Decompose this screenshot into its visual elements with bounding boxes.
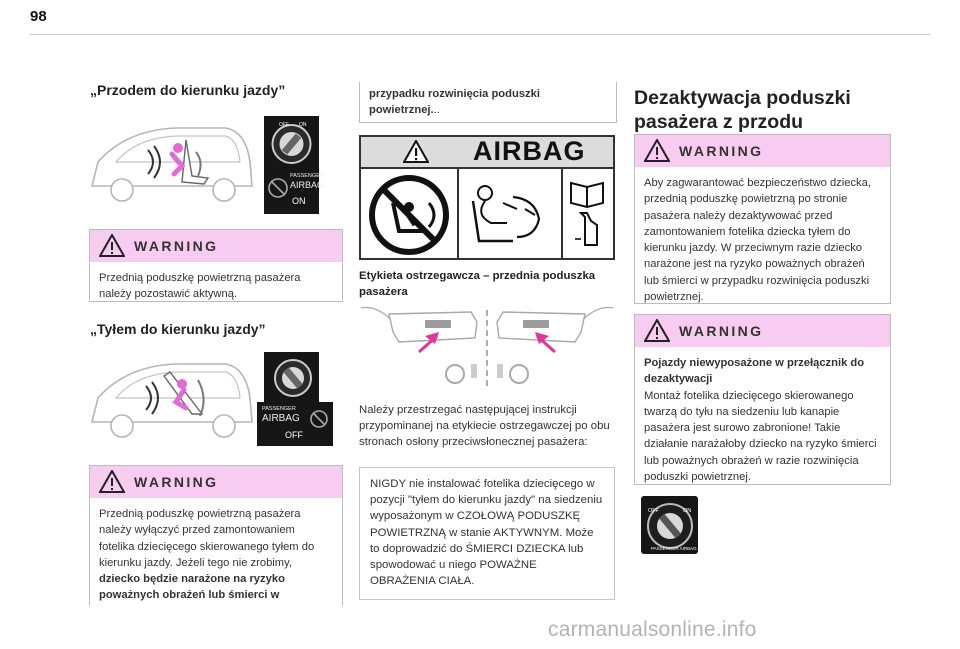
section-title-line1: Dezaktywacja poduszki [634, 87, 851, 109]
no-child-seat-icon [267, 177, 289, 199]
no-child-seat-icon [309, 409, 329, 429]
warning-text: Przednią poduszkę powietrzną pasażera należy wyłączyć przed zamontowaniem fotelika dziecięcego skierowanego tyłem do kierunku jazdy. Jeżeli tego nie zrobimy, [99, 508, 315, 569]
warning-body [90, 498, 342, 613]
continued-warning-text: przypadku rozwinięcia poduszki powietrznej. [369, 88, 540, 117]
airbag-warning-label-image [359, 135, 615, 260]
label-divider [561, 167, 563, 258]
switch-off-label: OFF [279, 122, 289, 128]
panel-on-state: ON [292, 196, 306, 206]
panel-off-state: OFF [285, 430, 303, 440]
warning-bold-text: Pojazdy niewyposażone w przełącznik do dezaktywacji [644, 357, 865, 386]
passenger-airbag-off-indicator [257, 402, 333, 446]
section-title [634, 86, 934, 134]
warning-label: WARNING [134, 474, 219, 490]
label-notice-box: NIGDY nie instalować fotelika dziecięcego w pozycji "tyłem do kierunku jazdy" na siedzeniu wyposażonym w CZOŁOWĄ PODUSZKĘ POWIETRZNĄ w stanie AKTYWNYM. Może to doprowadzić do ŚMIERCI DZIECKA lub spowodować u niego POWAŻNE OBRAŻENIA CIAŁA. [359, 467, 615, 600]
warning-label: WARNING [679, 143, 764, 159]
car-forward-illustration [86, 122, 256, 204]
section-title-line2: pasażera z przodu [634, 111, 804, 133]
warning-body [635, 347, 890, 494]
warning-box-no-switch [634, 314, 891, 485]
airbag-switch-off-image [264, 352, 319, 402]
switch-off-label: OFF [648, 508, 659, 514]
warning-triangle-icon [644, 319, 670, 342]
warning-header [90, 466, 342, 498]
warning-box-deactivate [89, 465, 343, 606]
warning-text: Montaż fotelika dziecięcego skierowanego twarzą do tyłu na siedzeniu lub kanapie pasażera jest surowo zabronione! Takie działanie narażałoby dziecko na ryzyko śmierci lub poważnych obrażeń w razie rozwinięcia poduszki powietrznej. [644, 389, 877, 484]
airbag-switch-on-image [264, 116, 319, 169]
switch-ring-label: PASSENGER AIRBAG [651, 546, 697, 551]
no-rear-seat-icon [365, 173, 455, 257]
panel-airbag-text: AIRBAG [290, 180, 325, 190]
switch-on-label: ON [683, 508, 692, 514]
airbag-deploy-icon [463, 179, 559, 253]
warning-header [635, 315, 890, 347]
car-rear-illustration [86, 358, 256, 440]
continued-dots: .. [433, 104, 440, 117]
watermark: carmanualsonline.info [548, 618, 757, 641]
airbag-label-caption: Etykieta ostrzegawcza – przednia poduszka pasażera [359, 270, 596, 298]
airbag-key-switch-image [641, 496, 698, 554]
warning-label: WARNING [679, 323, 764, 339]
read-manual-icon [567, 177, 607, 257]
page-number: 98 [30, 8, 47, 25]
warning-triangle-icon [644, 139, 670, 162]
forward-facing-title: „Przodem do kierunku jazdy” [90, 82, 286, 98]
continued-warning-box [359, 82, 617, 123]
warning-box-keep-active [89, 229, 343, 302]
airbag-banner-text: AIRBAG [473, 136, 586, 166]
sun-visor-label-locations-illustration [359, 302, 615, 392]
warning-header [90, 230, 342, 262]
panel-passenger-text: PASSENGER [290, 173, 324, 179]
warning-text: Aby zagwarantować bezpieczeństwo dziecka, przednią poduszkę powietrzną po stronie pasażera należy dezaktywować przed zamontowaniem fotelika dziecka tyłem do kierunku jazdy. W przeciwnym razie dziecko narażone jest na ryzyko poważnych obrażeń lub śmierci w przypadku rozwinięcia poduszki powietrznej. [644, 177, 871, 304]
instructions-text: Należy przestrzegać następującej instrukcji przypominanej na etykiecie ostrzegawczej po obu stronach osłony przeciwsłonecznej pasażera: [359, 404, 610, 449]
key-switch-icon [641, 496, 698, 554]
warning-text: Przednią poduszkę powietrzną pasażera należy pozostawić aktywną. [99, 272, 301, 301]
switch-on-label: ON [299, 122, 307, 128]
warning-bold-text: dziecko będzie narażone na ryzyko poważnych obrażeń lub śmierci w [99, 573, 285, 602]
warning-box-deactivate-before-mounting [634, 134, 891, 304]
rear-facing-title: „Tyłem do kierunku jazdy” [90, 321, 266, 337]
warning-triangle-icon [99, 234, 125, 257]
panel-airbag-text: AIRBAG [262, 413, 300, 424]
warning-triangle-icon [403, 140, 429, 163]
passenger-airbag-on-indicator [264, 169, 325, 214]
label-divider [457, 167, 459, 258]
panel-passenger-text: PASSENGER [262, 406, 296, 412]
warning-label: WARNING [134, 238, 219, 254]
top-divider [30, 34, 930, 35]
warning-triangle-icon [99, 470, 125, 493]
airbag-label-banner [361, 137, 613, 169]
warning-header [635, 135, 890, 167]
